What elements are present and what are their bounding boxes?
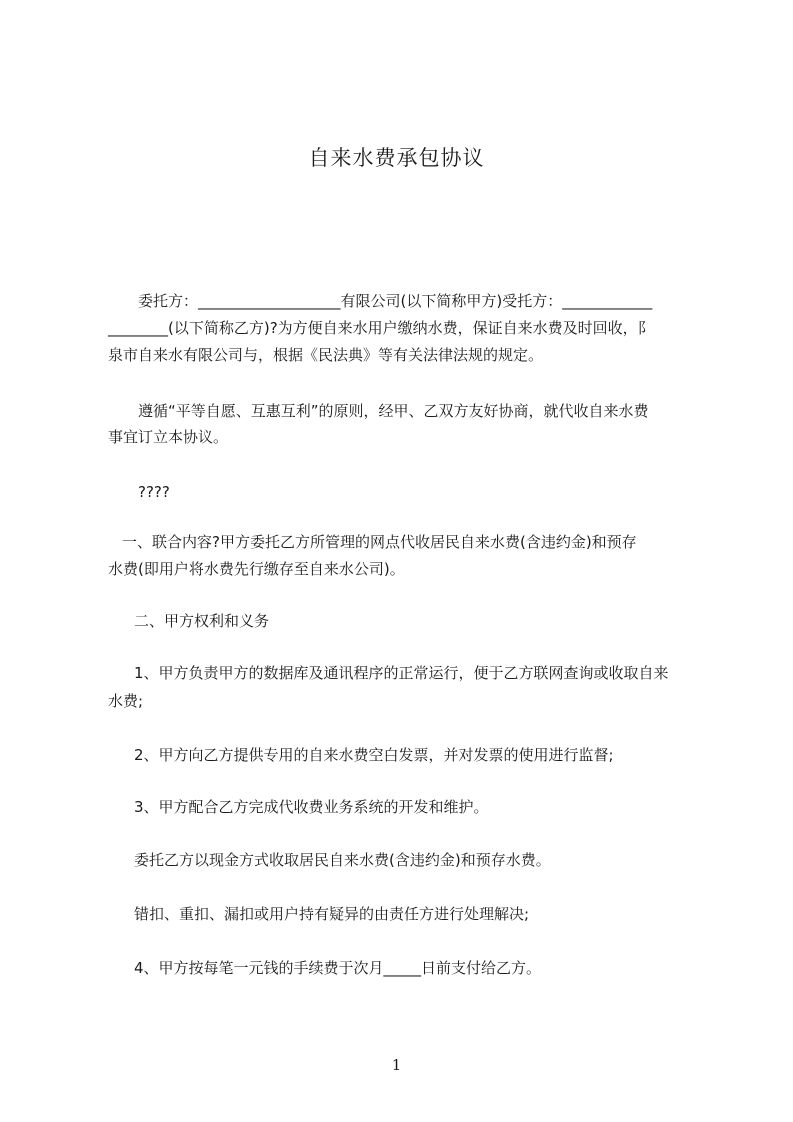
paragraph-line: 1、甲方负责甲方的数据库及通讯程序的正常运行，便于乙方联网查询或收取自来 [134, 664, 669, 682]
page-number: 1 [391, 1056, 402, 1074]
paragraph-line: 3、甲方配合乙方完成代收费业务系统的开发和维护。 [134, 798, 489, 816]
document-title: 自来水费承包协议 [308, 146, 485, 170]
paragraph-line: 遵循“平等自愿、互惠互利”的原则，经甲、乙双方友好协商，就代收自来水费 [138, 402, 649, 420]
paragraph-line: 2、甲方向乙方提供专用的自来水费空白发票，并对发票的使用进行监督; [134, 746, 614, 764]
paragraph-line: 水费(即用户将水费先行缴存至自来水公司)。 [108, 560, 405, 578]
paragraph-line: 委托方：___________________有限公司(以下简称甲方)受托方：____________ [138, 292, 653, 310]
paragraph-line: 4、甲方按每笔一元钱的手续费于次月_____日前支付给乙方。 [134, 959, 542, 977]
paragraph-line: 一、联合内容?甲方委托乙方所管理的网点代收居民自来水费(含违约金)和预存 [122, 533, 637, 551]
paragraph-line: 委托乙方以现金方式收取居民自来水费(含违约金)和预存水费。 [134, 851, 551, 869]
paragraph-line: ???? [138, 483, 170, 501]
paragraph-line: 事宜订立本协议。 [108, 428, 229, 446]
paragraph-line: 泉市自来水有限公司与，根据《民法典》等有关法律法规的规定。 [108, 346, 544, 364]
paragraph-line: ________(以下简称乙方)?为方便自来水用户缴纳水费，保证自来水费及时回收，阝 [108, 319, 653, 337]
paragraph-line: 错扣、重扣、漏扣或用户持有疑异的由责任方进行处理解决; [134, 905, 530, 923]
section-heading: 二、甲方权利和义务 [134, 612, 270, 630]
paragraph-line: 水费; [108, 692, 144, 710]
